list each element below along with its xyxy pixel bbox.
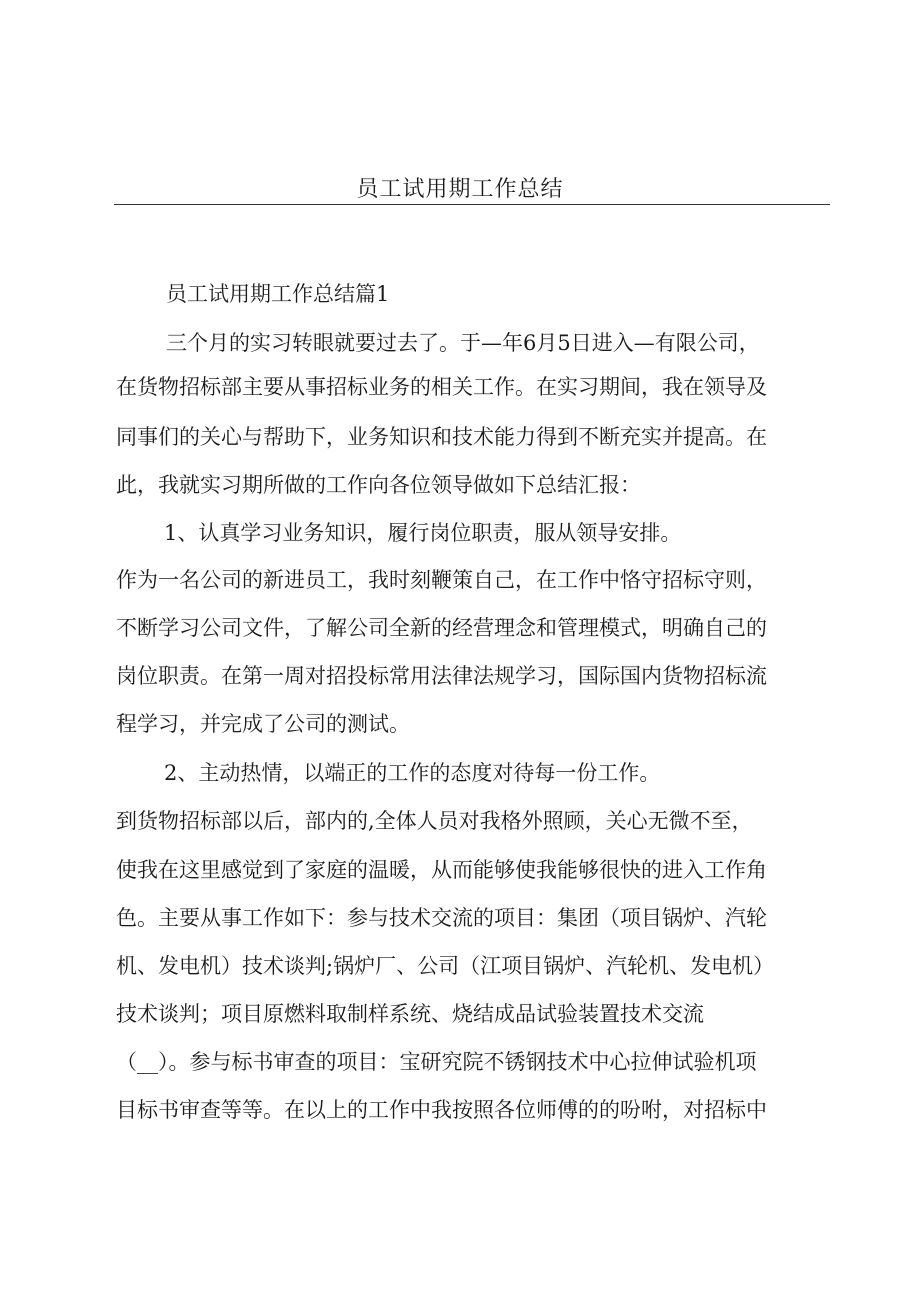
paragraph-line: 目标书审查等等。在以上的工作中我按照各位师傅的的吩咐，对招标中 (116, 1098, 767, 1122)
list-item-heading: 2、主动热情，以端正的工作的态度对待每一份工作。 (164, 761, 661, 785)
section-heading: 员工试用期工作总结篇1 (166, 282, 390, 306)
paragraph-line: 色。主要从事工作如下：参与技术交流的项目：集团（项目锅炉、汽轮 (116, 906, 767, 930)
paragraph-line: 技术谈判；项目原燃料取制样系统、烧结成品试验装置技术交流 (116, 1002, 704, 1026)
paragraph-line: 作为一名公司的新进员工，我时刻鞭策自己，在工作中恪守招标守则， (116, 568, 767, 592)
paragraph-line: 此，我就实习期所做的工作向各位领导做如下总结汇报： (116, 473, 641, 497)
title-underline (114, 204, 830, 205)
document-title: 员工试用期工作总结 (356, 177, 564, 202)
paragraph-line: 同事们的关心与帮助下，业务知识和技术能力得到不断充实并提高。在 (116, 425, 767, 449)
paragraph-line: 在货物招标部主要从事招标业务的相关工作。在实习期间，我在领导及 (116, 375, 767, 399)
paragraph-line: 使我在这里感觉到了家庭的温暖，从而能够使我能够很快的进入工作角 (116, 858, 767, 882)
paragraph-line: 不断学习公司文件，了解公司全新的经营理念和管理模式，明确自己的 (116, 616, 767, 640)
list-item-heading: 1、认真学习业务知识，履行岗位职责，服从领导安排。 (164, 521, 682, 545)
paragraph-line: 岗位职责。在第一周对招投标常用法律法规学习，国际国内货物招标流 (116, 664, 767, 688)
paragraph-line: （__）。参与标书审查的项目：宝研究院不锈钢技术中心拉伸试验机项 (116, 1050, 757, 1074)
paragraph-line: 程学习，并完成了公司的测试。 (116, 712, 410, 736)
paragraph-line: 到货物招标部以后，部内的,全体人员对我格外照顾，关心无微不至， (116, 809, 753, 833)
paragraph-line: 三个月的实习转眼就要过去了。于—年6月5日进入—有限公司， (166, 331, 760, 355)
paragraph-line: 机、发电机）技术谈判;锅炉厂、公司（江项目锅炉、汽轮机、发电机） (116, 954, 775, 978)
